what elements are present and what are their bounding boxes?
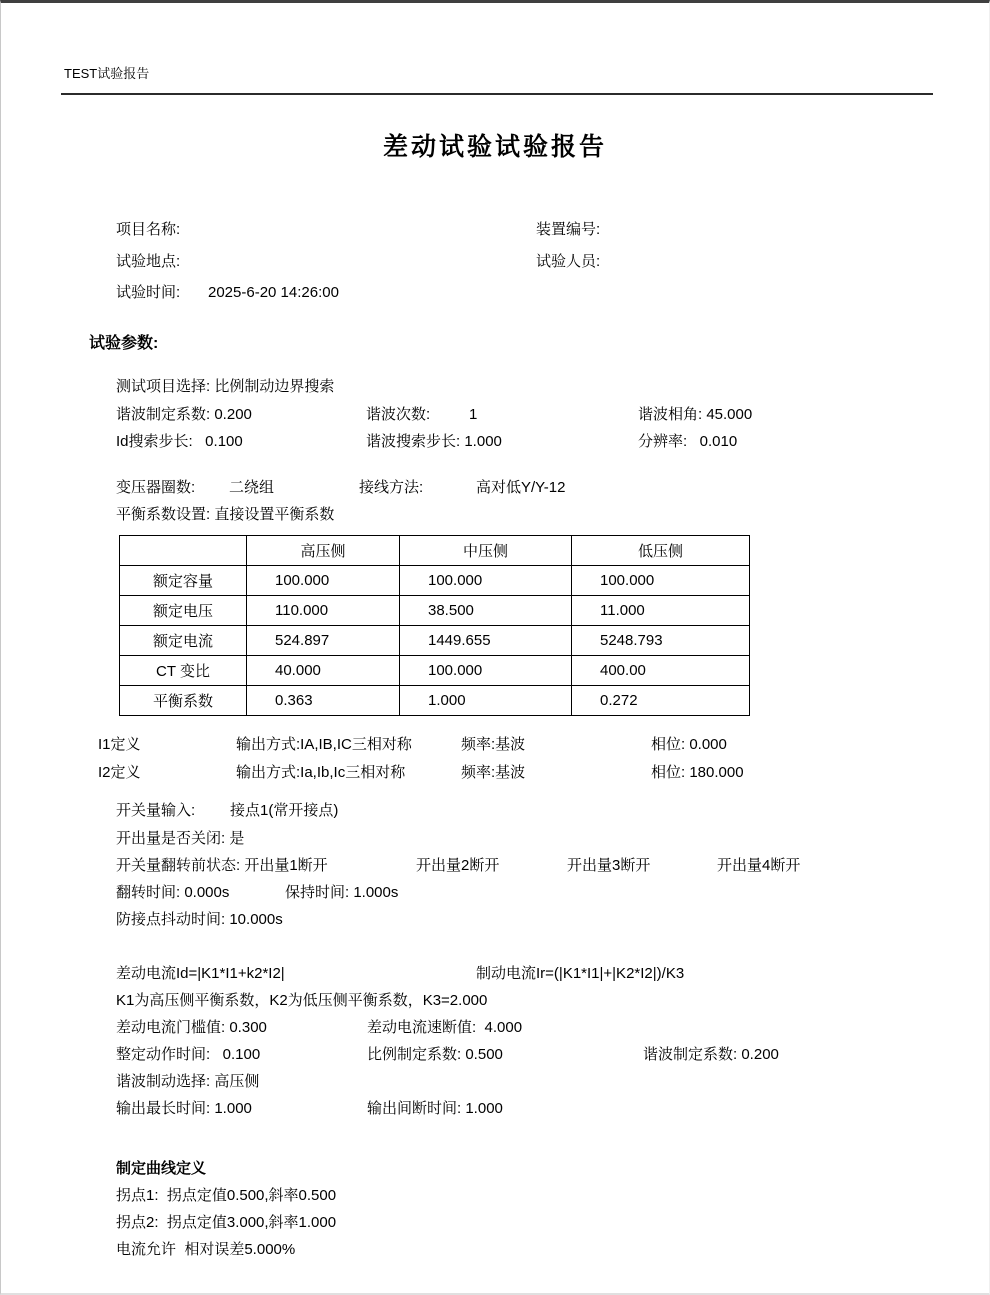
- table-row-rated-capacity: [120, 566, 750, 596]
- i1-def-phase: 相位: 0.000: [651, 736, 727, 753]
- hold-time: 保持时间: 1.000s: [285, 884, 399, 901]
- ir-formula: 制动电流Ir=(|K1*I1|+|K2*I2|)/K3: [476, 965, 685, 982]
- flip-state-4: 开出量4断开: [717, 857, 801, 874]
- flip-state-2: 开出量2断开: [416, 857, 500, 874]
- cell-lv: 100.000: [572, 566, 750, 596]
- balance-coefficient-table: [119, 535, 750, 716]
- test-item-line: 测试项目选择: 比例制动边界搜索: [116, 378, 335, 395]
- harmonic-order-value: 1: [469, 406, 478, 423]
- table-header-row: [120, 536, 750, 566]
- row-label: 额定电流: [120, 626, 247, 656]
- i2-def-mode: 输出方式:Ia,Ib,Ic三相对称: [236, 764, 406, 781]
- ratio-coeff: 比例制定系数: 0.500: [367, 1046, 503, 1063]
- curve-point1: 拐点1: 拐点定值0.500,斜率0.500: [116, 1187, 337, 1204]
- cell-mv: 100.000: [400, 656, 572, 686]
- table-row-ct-ratio: [120, 656, 750, 686]
- current-tolerance: 电流允许 相对误差5.000%: [116, 1241, 296, 1258]
- harmonic-brake-coeff: 谐波制定系数: 0.200: [116, 406, 252, 423]
- cell-mv: 1.000: [400, 686, 572, 716]
- i1-def-mode: 输出方式:IA,IB,IC三相对称: [236, 736, 412, 753]
- id-search-step: Id搜索步长: 0.100: [116, 433, 243, 450]
- device-number-label: 装置编号:: [536, 221, 601, 238]
- debounce-time: 防接点抖动时间: 10.000s: [116, 911, 283, 928]
- cell-hv: 100.000: [247, 566, 400, 596]
- test-location-label: 试验地点:: [116, 253, 181, 270]
- cell-hv: 0.363: [247, 686, 400, 716]
- cell-lv: 5248.793: [572, 626, 750, 656]
- flip-time: 翻转时间: 0.000s: [116, 884, 230, 901]
- test-personnel-label: 试验人员:: [536, 253, 601, 270]
- harmonic-side: 谐波制动选择: 高压侧: [116, 1073, 260, 1090]
- section-title-curve-def: 制定曲线定义: [116, 1160, 207, 1177]
- doc-type-label: TEST试验报告: [64, 66, 150, 81]
- cell-mv: 1449.655: [400, 626, 572, 656]
- section-title-test-params: 试验参数:: [89, 335, 159, 352]
- flip-state-line: 开关量翻转前状态: 开出量1断开: [116, 857, 328, 874]
- cell-hv: 40.000: [247, 656, 400, 686]
- winding-count-label: 变压器圈数:: [116, 479, 196, 496]
- row-label: CT 变比: [120, 656, 247, 686]
- cell-lv: 400.00: [572, 656, 750, 686]
- report-title: 差动试验试验报告: [382, 134, 607, 161]
- id-formula: 差动电流Id=|K1*I1+k2*I2|: [116, 965, 285, 982]
- row-label: 额定容量: [120, 566, 247, 596]
- header-rule: [61, 93, 933, 95]
- harmonic-search-step: 谐波搜索步长: 1.000: [366, 433, 502, 450]
- switch-input-label: 开关量输入:: [116, 802, 196, 819]
- table-row-rated-voltage: [120, 596, 750, 626]
- i2-def-freq: 频率:基波: [461, 764, 526, 781]
- table-header-empty: [120, 536, 247, 566]
- output-gap-time: 输出间断时间: 1.000: [367, 1100, 503, 1117]
- table-row-rated-current: [120, 626, 750, 656]
- cell-mv: 100.000: [400, 566, 572, 596]
- cell-mv: 38.500: [400, 596, 572, 626]
- table-header-mv-side: 中压侧: [400, 536, 572, 566]
- i2-def-phase: 相位: 180.000: [651, 764, 744, 781]
- diff-quick-break: 差动电流速断值: 4.000: [367, 1019, 523, 1036]
- resolution-value: 分辨率: 0.010: [638, 433, 738, 450]
- table-header-lv-side: 低压侧: [572, 536, 750, 566]
- diff-threshold: 差动电流门槛值: 0.300: [116, 1019, 267, 1036]
- cell-hv: 524.897: [247, 626, 400, 656]
- table-header-hv-side: 高压侧: [247, 536, 400, 566]
- test-time-value: 2025-6-20 14:26:00: [208, 284, 339, 301]
- table-row-balance-coeff: [120, 686, 750, 716]
- test-time-label: 试验时间:: [116, 284, 181, 301]
- cell-lv: 11.000: [572, 596, 750, 626]
- switch-input-value: 接点1(常开接点): [230, 802, 339, 819]
- output-closed-line: 开出量是否关闭: 是: [116, 830, 245, 847]
- flip-state-3: 开出量3断开: [567, 857, 651, 874]
- i1-def-name: I1定义: [98, 736, 141, 753]
- i1-def-freq: 频率:基波: [461, 736, 526, 753]
- harmonic-coeff-2: 谐波制定系数: 0.200: [643, 1046, 779, 1063]
- cell-hv: 110.000: [247, 596, 400, 626]
- cell-lv: 0.272: [572, 686, 750, 716]
- i2-def-name: I2定义: [98, 764, 141, 781]
- action-time: 整定动作时间: 0.100: [116, 1046, 261, 1063]
- harmonic-order-label: 谐波次数:: [366, 406, 431, 423]
- winding-count-value: 二绕组: [229, 479, 275, 496]
- wiring-method-value: 高对低Y/Y-12: [476, 479, 566, 496]
- harmonic-phase: 谐波相角: 45.000: [638, 406, 753, 423]
- max-output-time: 输出最长时间: 1.000: [116, 1100, 252, 1117]
- wiring-method-label: 接线方法:: [359, 479, 424, 496]
- balance-setting-line: 平衡系数设置: 直接设置平衡系数: [116, 506, 335, 523]
- row-label: 额定电压: [120, 596, 247, 626]
- project-name-label: 项目名称:: [116, 221, 181, 238]
- row-label: 平衡系数: [120, 686, 247, 716]
- curve-point2: 拐点2: 拐点定值3.000,斜率1.000: [116, 1214, 337, 1231]
- k-note-line: K1为高压侧平衡系数，K2为低压侧平衡系数，K3=2.000: [116, 992, 488, 1009]
